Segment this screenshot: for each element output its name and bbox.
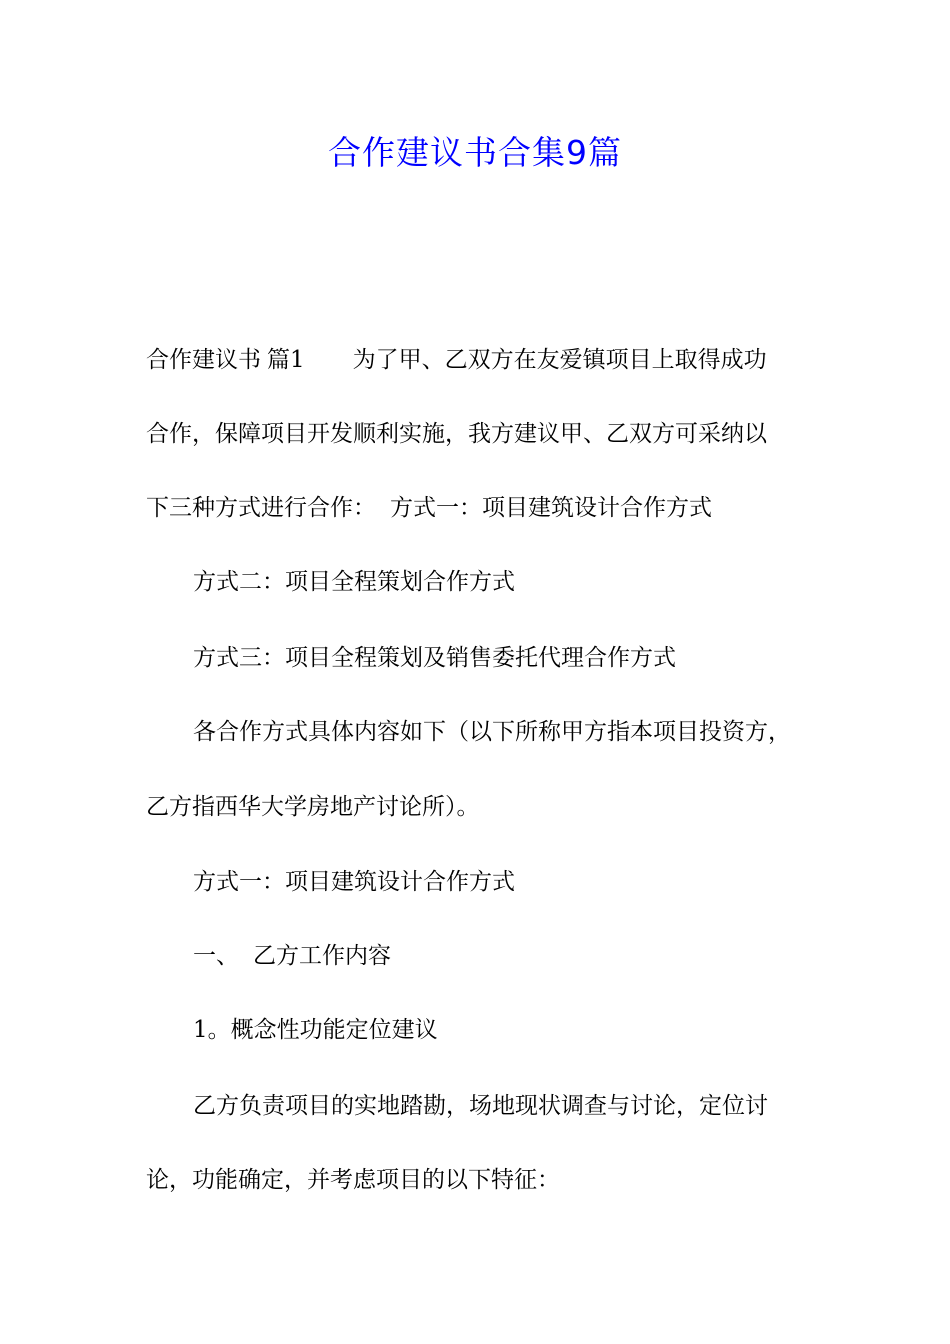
method-label: 方式一：项目建筑设计合作方式 xyxy=(390,495,712,521)
document-title: 合作建议书合集9篇 xyxy=(328,133,622,172)
section-heading: 合作建议书 xyxy=(146,347,261,373)
paragraph-line: 各合作方式具体内容如下（以下所称甲方指本项目投资方， xyxy=(193,719,791,745)
method-line: 方式二：项目全程策划合作方式 xyxy=(193,569,515,595)
paragraph-line: 合作，保障项目开发顺利实施，我方建议甲、乙双方可采纳以 xyxy=(146,421,767,447)
paragraph-line: 乙方指西华大学房地产讨论所）。 xyxy=(146,794,480,820)
subsection-heading xyxy=(193,938,391,974)
paragraph-line: 论，功能确定，并考虑项目的以下特征： xyxy=(146,1167,560,1193)
section-number: 篇1 xyxy=(267,347,305,373)
paragraph-line xyxy=(146,490,712,526)
subsection-title: 乙方工作内容 xyxy=(253,943,391,969)
subsection-number: 一、 xyxy=(193,943,239,969)
method-heading: 方式一：项目建筑设计合作方式 xyxy=(193,869,515,895)
method-line: 方式三：项目全程策划及销售委托代理合作方式 xyxy=(193,645,676,671)
paragraph-text: 下三种方式进行合作： xyxy=(146,495,376,521)
paragraph-text: 为了甲、乙双方在友爱镇项目上取得成功 xyxy=(352,347,767,373)
list-item: 1。概念性功能定位建议 xyxy=(193,1017,438,1043)
paragraph-line: 乙方负责项目的实地踏勘，场地现状调查与讨论，定位讨 xyxy=(193,1093,768,1119)
paragraph-line xyxy=(146,342,767,378)
